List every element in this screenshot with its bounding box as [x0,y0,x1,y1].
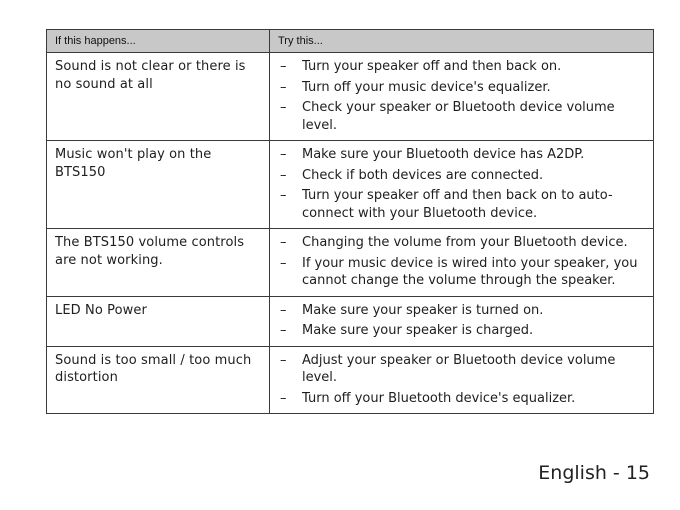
solution-list [278,146,647,222]
solution-cell [270,53,654,141]
solution-item [278,58,647,76]
solution-text: Turn off your music device's equalizer. [302,79,551,95]
solution-item [278,255,647,290]
solution-item [278,302,647,320]
solution-text: Turn off your Bluetooth device's equalizer. [302,390,576,406]
dash-bullet: – [280,188,287,203]
solution-item [278,167,647,185]
dash-bullet: – [280,255,287,271]
table-row [47,346,654,414]
solution-item [278,390,647,408]
table-header-row [47,30,654,53]
problem-cell: Sound is not clear or there is no sound at all [47,53,270,141]
solution-text: Make sure your Bluetooth device has A2DP. [302,147,585,162]
problem-cell: LED No Power [47,296,270,346]
dash-bullet: – [280,302,287,318]
solution-list [278,352,647,408]
solution-cell [270,346,654,414]
table-row [47,296,654,346]
solution-text: Adjust your speaker or Bluetooth device volume level. [302,352,616,385]
solution-text: If your music device is wired into your speaker, you cannot change the volume through the speaker. [302,255,638,288]
solution-cell [270,141,654,229]
solution-text: Make sure your speaker is charged. [302,323,534,338]
problem-cell: The BTS150 volume controls are not working. [47,229,270,297]
solution-cell [270,229,654,297]
solution-text: Check your speaker or Bluetooth device volume level. [302,100,615,133]
dash-bullet: – [280,390,287,406]
solution-text: Make sure your speaker is turned on. [302,302,544,318]
table-row [47,141,654,229]
solution-text: Changing the volume from your Bluetooth device. [302,235,628,250]
dash-bullet: – [280,79,287,95]
solution-item [278,322,647,340]
dash-bullet: – [280,352,287,368]
table-row [47,229,654,297]
dash-bullet: – [280,323,287,338]
dash-bullet: – [280,100,287,115]
troubleshooting-table [46,29,654,414]
solution-item [278,234,647,252]
solution-item [278,187,647,222]
page-number-footer: English - 15 [538,462,650,484]
dash-bullet: – [280,235,287,250]
solution-list [278,234,647,290]
dash-bullet: – [280,147,287,162]
solution-text: Turn your speaker off and then back on to auto-connect with your Bluetooth device. [302,188,613,221]
header-problem: If this happens... [47,30,270,53]
problem-cell: Music won't play on the BTS150 [47,141,270,229]
dash-bullet: – [280,167,287,183]
solution-cell [270,296,654,346]
table-row [47,53,654,141]
solution-item [278,146,647,164]
header-solution: Try this... [270,30,654,53]
solution-item [278,352,647,387]
solution-item [278,99,647,134]
solution-list [278,302,647,340]
problem-cell: Sound is too small / too much distortion [47,346,270,414]
solution-text: Turn your speaker off and then back on. [302,59,562,74]
solution-item [278,79,647,97]
dash-bullet: – [280,59,287,74]
solution-list [278,58,647,134]
solution-text: Check if both devices are connected. [302,167,544,183]
